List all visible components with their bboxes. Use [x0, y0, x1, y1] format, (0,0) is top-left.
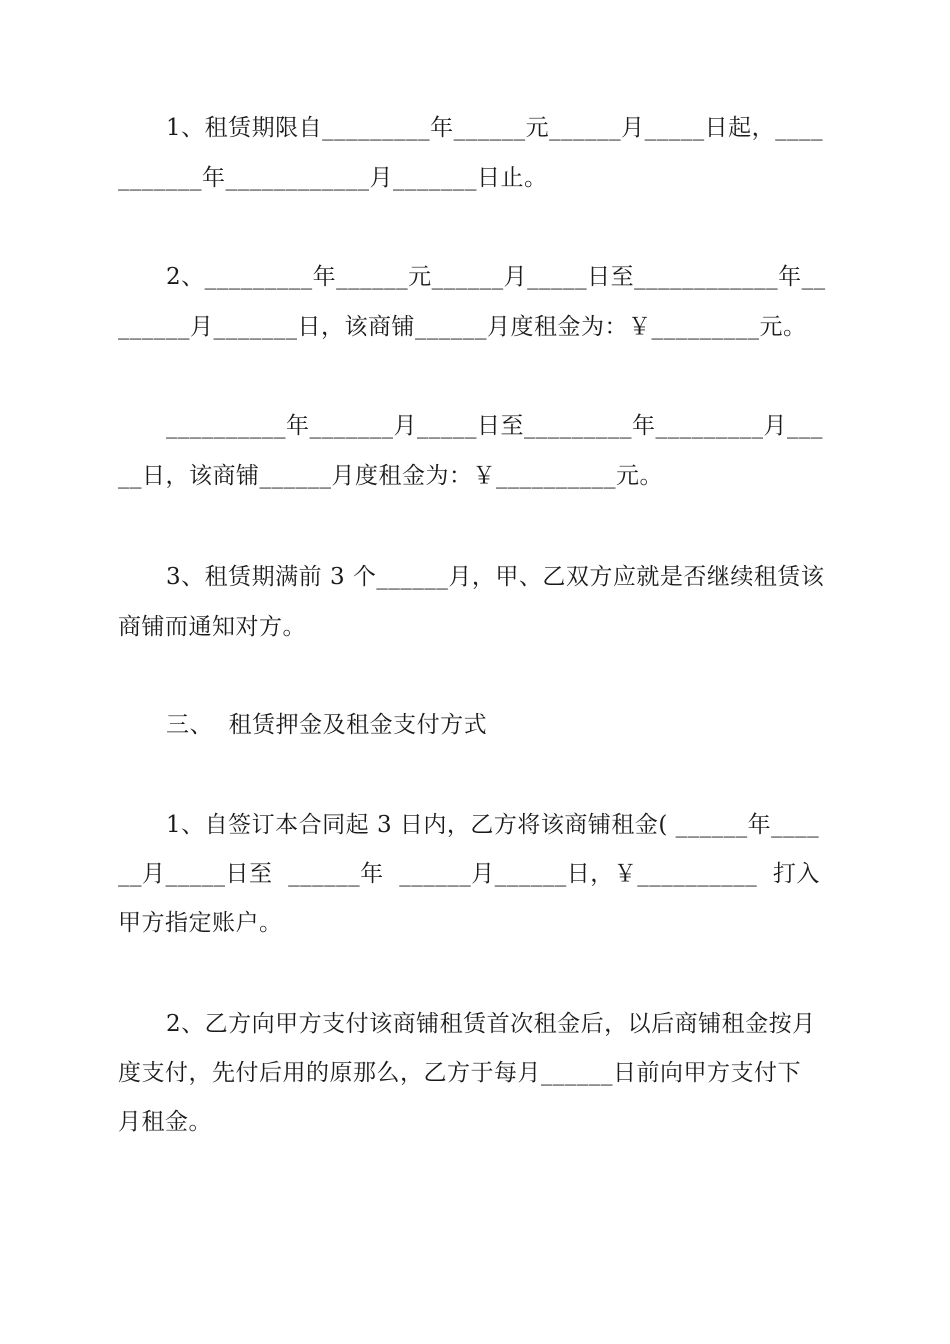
clause-2-line-1: 2、_________年______元______月_____日至____________年__	[166, 264, 826, 290]
clause-2-line-2: ______月_______日，该商铺______月度租金为：￥_________元。	[118, 314, 807, 340]
clause-3-line-2: 商铺而通知对方。	[118, 614, 306, 640]
clause-2b-line-1: __________年_______月_____日至_________年_________月___	[166, 413, 823, 439]
clause-3-line-1: 3、租赁期满前 3 个______月，甲、乙双方应就是否继续租赁该	[166, 564, 825, 590]
clause-1-line-2: _______年____________月_______日止。	[118, 165, 548, 191]
payment-clause-1-line-2: __月_____日至 ______年 ______月______日，￥__________ 打入	[118, 861, 820, 887]
payment-clause-2-line-1: 2、乙方向甲方支付该商铺租赁首次租金后，以后商铺租金按月	[166, 1011, 816, 1037]
payment-clause-2-line-3: 月租金。	[118, 1109, 212, 1135]
payment-clause-1-line-3: 甲方指定账户。	[118, 910, 283, 936]
payment-clause-2-line-2: 度支付，先付后用的原那么，乙方于每月______日前向甲方支付下	[118, 1060, 801, 1086]
section-heading: 三、 租赁押金及租金支付方式	[166, 712, 488, 738]
payment-clause-1-line-1: 1、自签订本合同起 3 日内，乙方将该商铺租金( ______年____	[166, 812, 820, 838]
clause-2b-line-2: __日，该商铺______月度租金为：￥__________元。	[118, 463, 663, 489]
clause-1-line-1: 1、租赁期限自_________年______元______月_____日起，____	[166, 115, 824, 141]
